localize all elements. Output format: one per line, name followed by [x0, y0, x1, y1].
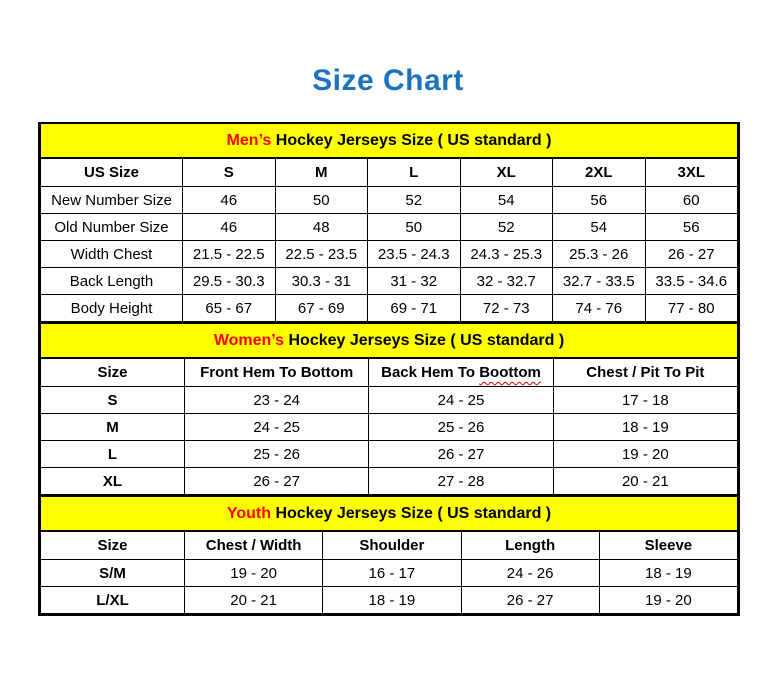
column-header: 2XL — [553, 158, 646, 187]
mens-size-table — [40, 124, 738, 322]
row-label: Old Number Size — [41, 214, 183, 241]
table-cell: 26 - 27 — [645, 241, 738, 268]
youth-table-title — [41, 496, 738, 531]
column-header: Chest / Pit To Pit — [553, 358, 737, 387]
column-header: Front Hem To Bottom — [185, 358, 369, 387]
table-cell: 46 — [183, 214, 276, 241]
table-cell: 77 - 80 — [645, 295, 738, 322]
table-cell: 22.5 - 23.5 — [275, 241, 368, 268]
row-label: S/M — [41, 560, 185, 587]
row-label: Body Height — [41, 295, 183, 322]
row-label: M — [41, 414, 185, 441]
table-cell: 16 - 17 — [323, 560, 461, 587]
table-cell: 23.5 - 24.3 — [368, 241, 461, 268]
table-cell: 26 - 27 — [369, 441, 553, 468]
table-cell: 46 — [183, 187, 276, 214]
column-header: M — [275, 158, 368, 187]
table-cell: 26 - 27 — [461, 587, 599, 614]
column-header: Size — [41, 531, 185, 560]
table-cell: 56 — [645, 214, 738, 241]
youth-highlight: Youth — [226, 504, 271, 522]
table-cell: 24 - 26 — [461, 560, 599, 587]
column-header: 3XL — [645, 158, 738, 187]
table-cell: 54 — [460, 187, 553, 214]
table-cell: 19 - 20 — [553, 441, 737, 468]
table-cell: 31 - 32 — [368, 268, 461, 295]
table-row — [41, 187, 738, 214]
youth-table-title-row — [41, 496, 738, 531]
column-header: Chest / Width — [185, 531, 323, 560]
mens-highlight: Men’s — [226, 131, 272, 149]
table-row — [41, 441, 738, 468]
table-row — [41, 387, 738, 414]
table-cell: 25 - 26 — [185, 441, 369, 468]
table-cell: 23 - 24 — [185, 387, 369, 414]
table-cell: 52 — [368, 187, 461, 214]
table-cell: 29.5 - 30.3 — [183, 268, 276, 295]
table-cell: 21.5 - 22.5 — [183, 241, 276, 268]
table-row — [41, 241, 738, 268]
table-cell: 56 — [553, 187, 646, 214]
page-title: Size Chart — [312, 64, 464, 97]
row-label: L — [41, 441, 185, 468]
column-header: Shoulder — [323, 531, 461, 560]
table-cell: 25.3 - 26 — [553, 241, 646, 268]
mens-header-row — [41, 158, 738, 187]
table-cell: 17 - 18 — [553, 387, 737, 414]
table-cell: 19 - 20 — [185, 560, 323, 587]
table-cell: 18 - 19 — [599, 560, 737, 587]
table-cell: 18 - 19 — [553, 414, 737, 441]
table-cell: 60 — [645, 187, 738, 214]
table-cell: 65 - 67 — [183, 295, 276, 322]
table-row — [41, 468, 738, 495]
table-row — [41, 414, 738, 441]
table-row — [41, 295, 738, 322]
table-cell: 32 - 32.7 — [460, 268, 553, 295]
womens-header-row — [41, 358, 738, 387]
column-header: US Size — [41, 158, 183, 187]
table-cell: 27 - 28 — [369, 468, 553, 495]
table-row — [41, 214, 738, 241]
womens-table-title — [41, 323, 738, 358]
table-cell: 50 — [368, 214, 461, 241]
mens-table-title — [41, 124, 738, 158]
column-header: Length — [461, 531, 599, 560]
column-header: Sleeve — [599, 531, 737, 560]
womens-size-table — [40, 322, 738, 495]
table-cell: 20 - 21 — [185, 587, 323, 614]
column-header: Size — [41, 358, 185, 387]
table-cell: 18 - 19 — [323, 587, 461, 614]
table-cell: 33.5 - 34.6 — [645, 268, 738, 295]
youth-header-row — [41, 531, 738, 560]
table-cell: 74 - 76 — [553, 295, 646, 322]
table-cell: 69 - 71 — [368, 295, 461, 322]
row-label: XL — [41, 468, 185, 495]
column-header: L — [368, 158, 461, 187]
table-row — [41, 560, 738, 587]
table-row — [41, 268, 738, 295]
row-label: New Number Size — [41, 187, 183, 214]
table-cell: 54 — [553, 214, 646, 241]
table-cell: 48 — [275, 214, 368, 241]
youth-title-rest: Hockey Jerseys Size ( US standard ) — [271, 504, 552, 522]
table-cell: 25 - 26 — [369, 414, 553, 441]
womens-title-rest: Hockey Jerseys Size ( US standard ) — [284, 331, 565, 349]
table-cell: 67 - 69 — [275, 295, 368, 322]
row-label: L/XL — [41, 587, 185, 614]
mens-table-title-row — [41, 124, 738, 158]
table-cell: 24 - 25 — [369, 387, 553, 414]
table-cell: 24 - 25 — [185, 414, 369, 441]
misspelled-word: Boottom — [479, 364, 541, 381]
column-header: Back Hem To Boottom — [369, 358, 553, 387]
column-header: XL — [460, 158, 553, 187]
row-label: S — [41, 387, 185, 414]
youth-size-table — [40, 495, 738, 614]
table-cell: 50 — [275, 187, 368, 214]
row-label: Back Length — [41, 268, 183, 295]
table-cell: 72 - 73 — [460, 295, 553, 322]
table-cell: 30.3 - 31 — [275, 268, 368, 295]
table-cell: 52 — [460, 214, 553, 241]
womens-highlight: Women’s — [213, 331, 285, 349]
size-tables-container — [38, 122, 740, 616]
table-cell: 32.7 - 33.5 — [553, 268, 646, 295]
mens-title-rest: Hockey Jerseys Size ( US standard ) — [271, 131, 552, 149]
row-label: Width Chest — [41, 241, 183, 268]
table-cell: 20 - 21 — [553, 468, 737, 495]
table-row — [41, 587, 738, 614]
womens-table-title-row — [41, 323, 738, 358]
table-cell: 24.3 - 25.3 — [460, 241, 553, 268]
column-header: S — [183, 158, 276, 187]
table-cell: 19 - 20 — [599, 587, 737, 614]
table-cell: 26 - 27 — [185, 468, 369, 495]
